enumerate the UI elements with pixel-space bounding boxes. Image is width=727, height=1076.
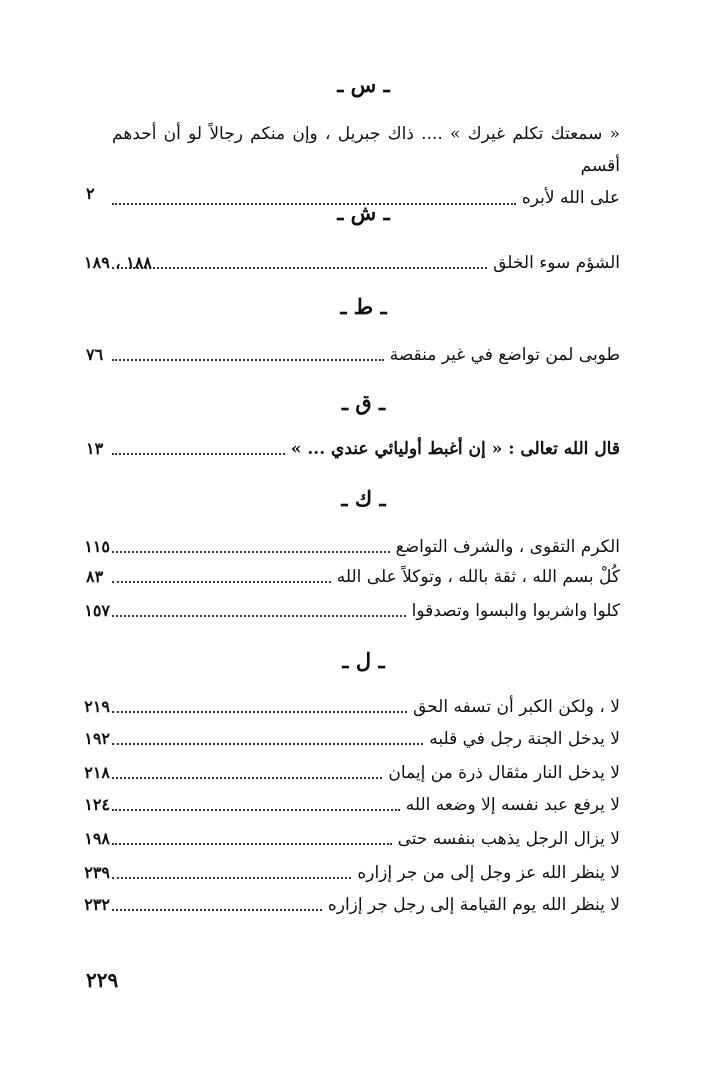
entry-text: لا يزال الرجل يذهب بنفسه حتى <box>397 829 620 849</box>
entry-text: كلوا واشربوا والبسوا وتصدقوا <box>411 601 620 621</box>
entry-text: كُلْ بسم الله ، ثقة بالله ، وتوكلاً على الله <box>336 567 620 587</box>
index-entry-lam-1 <box>84 726 620 752</box>
entry-page-ref: ١٩٨ <box>84 829 110 848</box>
dot-leader <box>112 843 392 845</box>
entry-page-ref: ٢٣٢ <box>84 895 110 914</box>
section-heading-lam: ـ ل ـ <box>342 648 385 673</box>
index-entry-lam-3 <box>84 792 620 818</box>
entry-page-ref: ١٨٨ ، ١٨٩ <box>84 253 152 272</box>
page-number: ٢٢٩ <box>86 968 119 992</box>
entry-page-ref: ١١٥ <box>84 537 110 556</box>
index-entry-lam-6 <box>84 892 620 918</box>
entry-page-ref: ٢١٨ <box>84 763 110 782</box>
dot-leader <box>112 777 382 779</box>
index-entry-qaf-0 <box>86 436 620 462</box>
entry-page-ref: ٧٦ <box>86 345 104 364</box>
dot-leader <box>112 615 406 617</box>
entry-page-ref: ٢١٩ <box>84 697 110 716</box>
entry-text: لا يدخل النار مثقال ذرة من إيمان <box>388 763 620 783</box>
dot-leader <box>112 359 384 361</box>
entry-page-ref: ٨٣ <box>86 567 104 586</box>
entry-page-ref: ١٢٤ <box>84 795 110 814</box>
dot-leader <box>112 711 407 713</box>
index-entry-ta-0 <box>86 342 620 368</box>
index-entry-lam-2 <box>84 760 620 786</box>
entry-page-ref: ١٩٢ <box>84 729 110 748</box>
entry-text: لا يدخل الجنة رجل في قلبه <box>429 729 620 749</box>
dot-leader <box>112 743 423 745</box>
entry-text: لا ينظر الله يوم القيامة إلى رجل جر إزاره <box>327 895 620 915</box>
dot-leader <box>112 551 390 553</box>
entry-page-ref: ١٣ <box>86 439 104 458</box>
index-entry-kaf-1 <box>86 564 620 590</box>
index-entry-lam-5 <box>84 860 620 886</box>
index-entry-kaf-2 <box>84 598 620 624</box>
section-heading-kaf: ـ ك ـ <box>341 486 386 511</box>
dot-leader <box>112 909 322 911</box>
index-entry-lam-0 <box>84 694 620 720</box>
entry-page-ref: ٢ <box>86 184 95 203</box>
section-heading-sin: ـ س ـ <box>337 72 390 97</box>
index-entry-shin-0 <box>84 250 620 276</box>
section-heading-shin: ـ ش ـ <box>337 200 390 225</box>
section-heading-qaf: ـ ق ـ <box>341 390 386 415</box>
dot-leader <box>112 267 487 269</box>
dot-leader <box>112 581 331 583</box>
index-entry-lam-4 <box>84 826 620 852</box>
entry-text: لا ، ولكن الكبر أن تسفه الحق <box>413 697 620 717</box>
entry-text: لا يرفع عبد نفسه إلا وضعه الله <box>405 795 620 815</box>
entry-text: الشؤم سوء الخلق <box>493 253 620 273</box>
entry-text: الكرم التقوى ، والشرف التواضع <box>395 537 620 557</box>
index-entry-kaf-0 <box>84 534 620 560</box>
entry-page-ref: ١٥٧ <box>84 601 110 620</box>
entry-text-line1: « سمعتك تكلم غيرك » .... ذاك جبريل ، وإن منكم رجالاً لو أن أحدهم أقسم <box>112 124 620 176</box>
dot-leader <box>112 809 400 811</box>
entry-page-ref: ٢٣٩ <box>84 863 110 882</box>
section-heading-ta: ـ ط ـ <box>340 294 387 319</box>
dot-leader <box>112 877 351 879</box>
entry-text: قال الله تعالى : « إن أغبط أوليائي عندي ... » <box>290 439 620 459</box>
dot-leader <box>112 453 285 455</box>
entry-text: طوبى لمن تواضع في غير منقصة <box>389 345 620 365</box>
entry-text: لا ينظر الله عز وجل إلى من جر إزاره <box>357 863 620 883</box>
entry-text-line2: على الله لأبره <box>521 188 620 208</box>
